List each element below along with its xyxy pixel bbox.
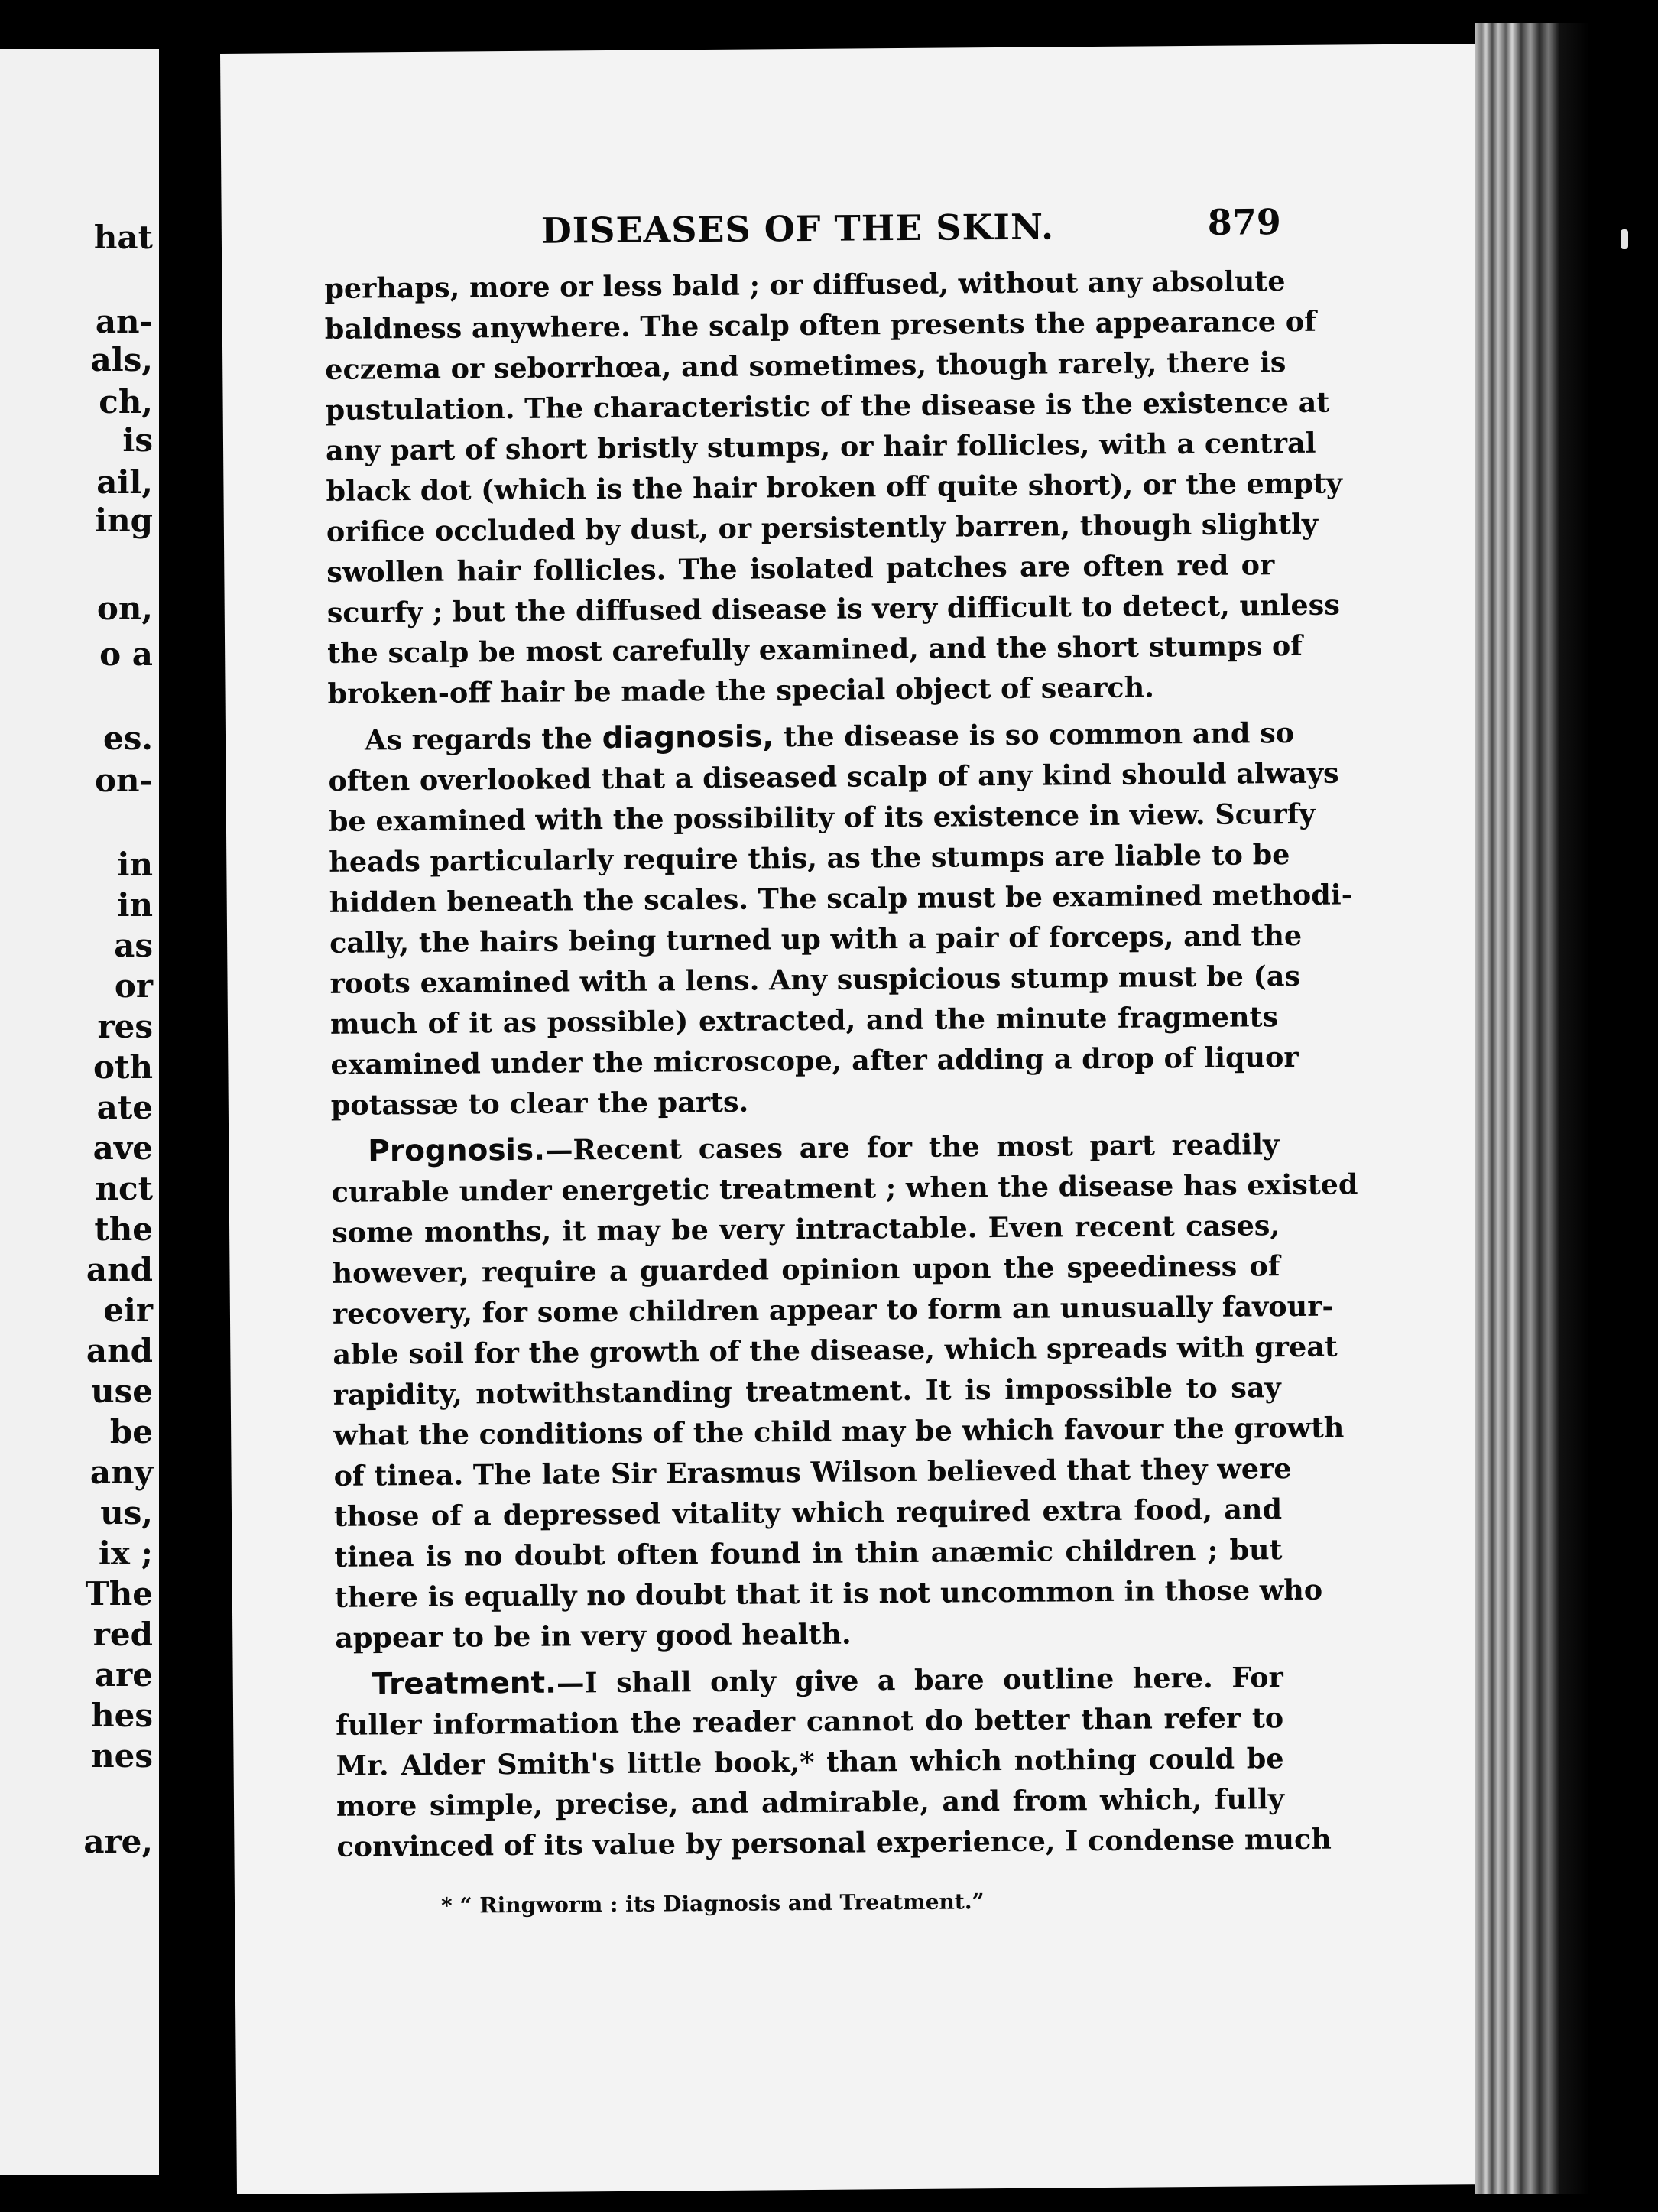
text-line: broken-off hair be made the special object of search. (327, 671, 1155, 710)
left-page-fragment: nes (91, 1737, 153, 1775)
left-page-fragment: nct (95, 1170, 153, 1207)
left-page-fragment: us, (100, 1494, 153, 1532)
line-text: the disease is so common and so (783, 716, 1295, 754)
text-line: more simple, precise, and admirable, and from which, fully (336, 1782, 1285, 1823)
left-page-fragment: on- (95, 762, 153, 799)
text-line: black dot (which is the hair broken off quite short), or the empty (326, 466, 1343, 508)
text-line: perhaps, more or less bald ; or diffused, without any absolute (324, 265, 1286, 305)
footnote: * “ Ringworm : its Diagnosis and Treatment.” (440, 1889, 985, 1918)
text-line: often overlooked that a diseased scalp of any kind should always (328, 756, 1339, 797)
left-page-fragment: hes (91, 1697, 153, 1734)
text-line: examined under the microscope, after adding a drop of liquor (330, 1040, 1299, 1081)
page-edges (1475, 23, 1590, 2194)
left-page-fragment: are (94, 1656, 153, 1694)
text-line: swollen hair follicles. The isolated patches are often red or (326, 548, 1275, 589)
text-line: able soil for the growth of the disease, which spreads with great (333, 1330, 1338, 1371)
text-line: pustulation. The characteristic of the disease is the existence at (325, 385, 1330, 427)
text-line: appear to be in very good health. (335, 1617, 852, 1655)
text-line: potassæ to clear the parts. (330, 1085, 749, 1122)
text-line: baldness anywhere. The scalp often presents the appearance of (324, 304, 1316, 346)
left-page-fragment: o a (99, 635, 153, 673)
text-line: rapidity, notwithstanding treatment. It is impossible to say (333, 1371, 1281, 1411)
text-line: of tinea. The late Sir Erasmus Wilson believed that they were (333, 1452, 1292, 1493)
left-page-fragment: als, (90, 341, 153, 378)
text-line: there is equally no doubt that it is not uncommon in those who (334, 1573, 1323, 1614)
text-line: fuller information the reader cannot do better than refer to (336, 1701, 1284, 1742)
left-page-fragment: are, (83, 1823, 153, 1860)
paragraph-diagnosis (328, 713, 1353, 1125)
text-line: scurfy ; but the diffused disease is very difficult to detect, unless (326, 588, 1340, 629)
left-page-fragment: ing (95, 502, 153, 539)
paragraph-treatment (336, 1657, 1332, 1867)
text-line: some months, it may be very intractable. Even recent cases, (331, 1209, 1280, 1249)
body-text (324, 261, 1358, 1867)
left-facing-page (0, 49, 159, 2175)
text-line: Mr. Alder Smith's little book,* than which nothing could be (336, 1742, 1284, 1782)
text-line: what the conditions of the child may be which favour the growth (333, 1411, 1345, 1452)
left-page-fragment: ch, (99, 383, 153, 421)
text-line: any part of short bristly stumps, or hair follicles, with a central (325, 426, 1316, 467)
text-line: those of a depressed vitality which required extra food, and (333, 1493, 1283, 1533)
prognosis-heading: Prognosis. (368, 1132, 546, 1169)
text-line: orifice occluded by dust, or persistently barren, though slightly (326, 507, 1319, 548)
left-page-fragment: red (92, 1616, 153, 1653)
left-page-fragment: in (117, 886, 153, 924)
text-line: heads particularly require this, as the stumps are liable to be (329, 838, 1290, 879)
paragraph-1 (324, 261, 1343, 714)
left-page-fragment: ave (92, 1129, 153, 1167)
running-head: DISEASES OF THE SKIN. (540, 206, 1055, 252)
left-page-fragment: be (109, 1413, 153, 1450)
text-line (331, 1124, 1279, 1172)
left-page-fragment: res (97, 1008, 153, 1045)
left-page-fragment: and (86, 1251, 153, 1288)
text-line: however, require a guarded opinion upon the speediness of (332, 1249, 1280, 1290)
left-page-fragment: or (114, 967, 153, 1005)
left-page-fragment: eir (103, 1291, 153, 1329)
left-page-fragment: ail, (96, 463, 153, 501)
left-page-fragment: on, (96, 590, 153, 627)
treatment-heading: Treatment. (372, 1665, 557, 1702)
text-line: the scalp be most carefully examined, and the short stumps of (326, 629, 1303, 670)
left-page-fragment: any (89, 1454, 153, 1491)
left-page-fragment: hat (93, 219, 153, 256)
left-page-fragment: an- (95, 303, 153, 340)
right-page (220, 44, 1500, 2194)
left-page-fragment: and (86, 1332, 153, 1369)
text-line: convinced of its value by personal experience, I condense much (336, 1822, 1332, 1863)
book-gutter (159, 0, 220, 2212)
text-line: cally, the hairs being turned up with a pair of forceps, and the (329, 918, 1303, 960)
text-line (328, 713, 1295, 761)
left-page-fragment: ix ; (98, 1535, 153, 1572)
left-page-fragment: the (94, 1210, 153, 1248)
line-text: —Recent cases are for the most part readily (544, 1128, 1280, 1167)
lead-text: As regards the (364, 722, 593, 757)
text-line: roots examined with a lens. Any suspicious stump must be (as (329, 959, 1301, 1000)
left-page-fragment: is (122, 421, 153, 459)
text-line: eczema or seborrhœa, and sometimes, though rarely, there is (325, 346, 1286, 386)
text-line: be examined with the possibility of its existence in view. Scurfy (328, 797, 1316, 838)
text-line: hidden beneath the scales. The scalp must be examined methodi- (329, 878, 1353, 919)
text-line: curable under energetic treatment ; when the disease has existed (331, 1168, 1358, 1209)
edge-mark (1621, 229, 1628, 249)
left-page-fragment: ate (96, 1089, 153, 1126)
text-line: much of it as possible) extracted, and the minute fragments (329, 1000, 1279, 1041)
page-number: 879 (1207, 201, 1282, 243)
left-page-fragment: es. (103, 719, 153, 757)
text-line: tinea is no doubt often found in thin anæmic children ; but (334, 1533, 1283, 1574)
line-text: —I shall only give a bare outline here. For (556, 1661, 1283, 1700)
paragraph-prognosis (331, 1124, 1358, 1658)
left-page-fragment: use (91, 1372, 153, 1410)
left-page-fragment: The (85, 1575, 153, 1613)
left-page-fragment: oth (93, 1048, 153, 1086)
left-page-fragment: as (114, 927, 153, 964)
text-line: recovery, for some children appear to form an unusually favour- (332, 1289, 1334, 1330)
diagnosis-heading: diagnosis, (602, 719, 774, 756)
left-page-fragment: in (117, 846, 153, 883)
text-line (336, 1657, 1283, 1705)
